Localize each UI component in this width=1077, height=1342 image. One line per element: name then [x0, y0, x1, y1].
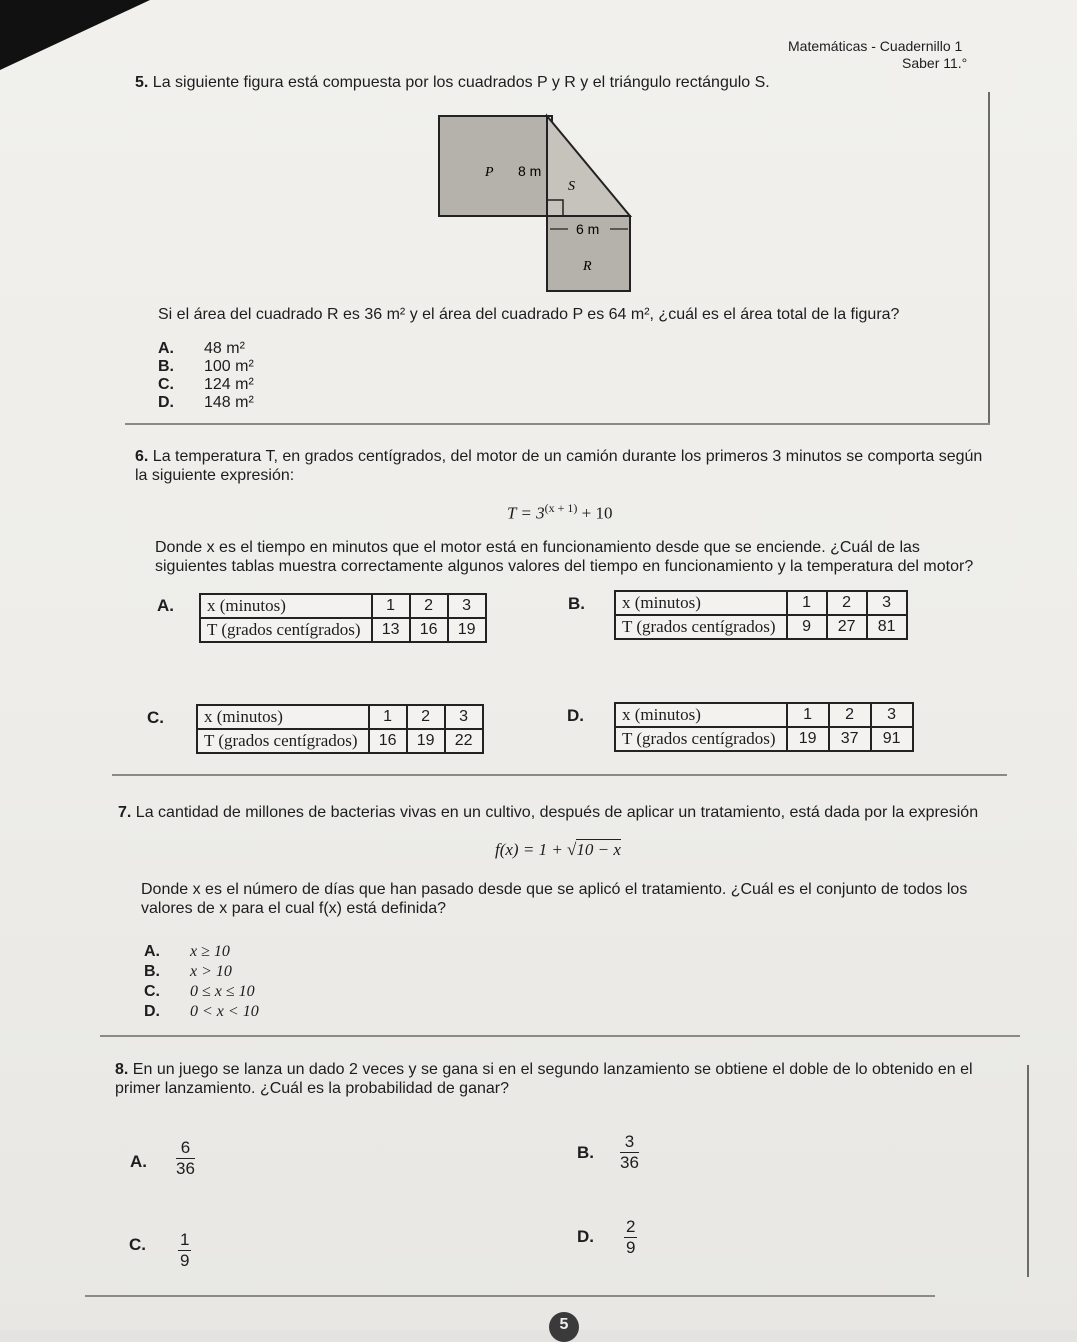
q6-text: La temperatura T, en grados centígrados, del motor de un camión durante los primeros 3 minutos se comporta según la siguiente expresión:: [135, 448, 983, 484]
q5-number: 5.: [135, 74, 149, 91]
q8-option-a-fraction: $\frac{6}{36}$: [176, 1138, 195, 1178]
q7-question: Donde x es el número de días que han pasado desde que se aplicó el tratamiento. ¿Cuál es el conjunto de todos los valores de x para el cual f(x) está definida?: [141, 881, 968, 917]
q8-option-c-letter: C.: [129, 1235, 146, 1254]
q5-intro: [135, 73, 955, 92]
q7-option-b: B. x > 10: [144, 963, 232, 980]
q8-option-b-fraction: $\frac{3}{36}$: [620, 1132, 639, 1172]
table-a: x (minutos) 1 2 3 T (grados centígrados) 13 16 19: [199, 593, 487, 643]
header-level: Saber 11.°: [902, 55, 968, 71]
q6-formula: $T = 3^{(x + 1)} + 10$: [507, 501, 613, 523]
table-b: x (minutos) 1 2 3 T (grados centígrados) 9 27 81: [614, 590, 908, 640]
table-d: x (minutos) 1 2 3 T (grados centígrados) 19 37 91: [614, 702, 914, 752]
divider: [100, 1035, 1020, 1037]
q5-figure: [430, 110, 640, 295]
q7-formula: f(x) = 1 + √10 − x: [495, 840, 621, 859]
header-subject: Matemáticas - Cuadernillo 1: [788, 38, 963, 54]
q8-text: En un juego se lanza un dado 2 veces y se gana si en el segundo lanzamiento se obtiene el doble de lo obtenido en el primer lanzamiento. ¿Cuál es la probabilidad de ganar?: [115, 1061, 973, 1097]
q5-option-a: A. 48 m²: [158, 340, 245, 357]
label-8m: 8 m: [518, 163, 542, 179]
divider: [125, 423, 990, 425]
q8-intro: [115, 1060, 1015, 1098]
q5-question: Si el área del cuadrado R es 36 m² y el área del cuadrado P es 64 m², ¿cuál es el área total de la figura?: [158, 306, 900, 323]
divider: [112, 774, 1007, 776]
table-c: x (minutos) 1 2 3 T (grados centígrados) 16 19 22: [196, 704, 484, 754]
table-c-letter: C.: [147, 708, 164, 727]
q8-option-b-letter: B.: [577, 1143, 594, 1162]
q7-option-a: A. x ≥ 10: [144, 943, 230, 960]
label-p: P: [485, 165, 494, 180]
table-b-letter: B.: [568, 594, 585, 613]
q7-option-d: D. 0 < x < 10: [144, 1003, 259, 1020]
q6-question: Donde x es el tiempo en minutos que el motor está en funcionamiento desde que se enciende. ¿Cuál de las siguientes tablas muestra correctamente algunos valores del tiempo en funcionamiento y la temperatura del motor?: [155, 539, 974, 575]
q7-number: 7.: [118, 804, 132, 821]
divider: [1027, 1065, 1029, 1277]
q8-option-d-fraction: $\frac{2}{9}$: [626, 1217, 636, 1257]
q6-number: 6.: [135, 448, 149, 465]
binder-corner: [0, 0, 150, 70]
q7-intro: [118, 803, 1003, 822]
q8-option-a-letter: A.: [130, 1152, 147, 1171]
q7-option-c: C. 0 ≤ x ≤ 10: [144, 983, 255, 1000]
triangle-s: [547, 116, 630, 216]
divider: [85, 1295, 935, 1297]
label-s: S: [568, 179, 575, 194]
q5-option-c: C. 124 m²: [158, 376, 254, 393]
table-d-letter: D.: [567, 706, 584, 725]
page-number: 5: [549, 1312, 579, 1342]
q7-text: La cantidad de millones de bacterias vivas en un cultivo, después de aplicar un tratamiento, está dada por la expresión: [135, 804, 979, 821]
label-r: R: [583, 259, 592, 274]
q5-text: La siguiente figura está compuesta por los cuadrados P y R y el triángulo rectángulo S.: [152, 74, 770, 91]
q5-option-b: B. 100 m²: [158, 358, 254, 375]
q8-option-d-letter: D.: [577, 1227, 594, 1246]
table-a-letter: A.: [157, 596, 174, 615]
q5-option-d: D. 148 m²: [158, 394, 254, 411]
q8-option-c-fraction: $\frac{1}{9}$: [180, 1230, 190, 1270]
q6-intro: [135, 447, 985, 485]
label-6m: 6 m: [576, 221, 600, 237]
q8-number: 8.: [115, 1061, 129, 1078]
divider: [988, 92, 990, 424]
